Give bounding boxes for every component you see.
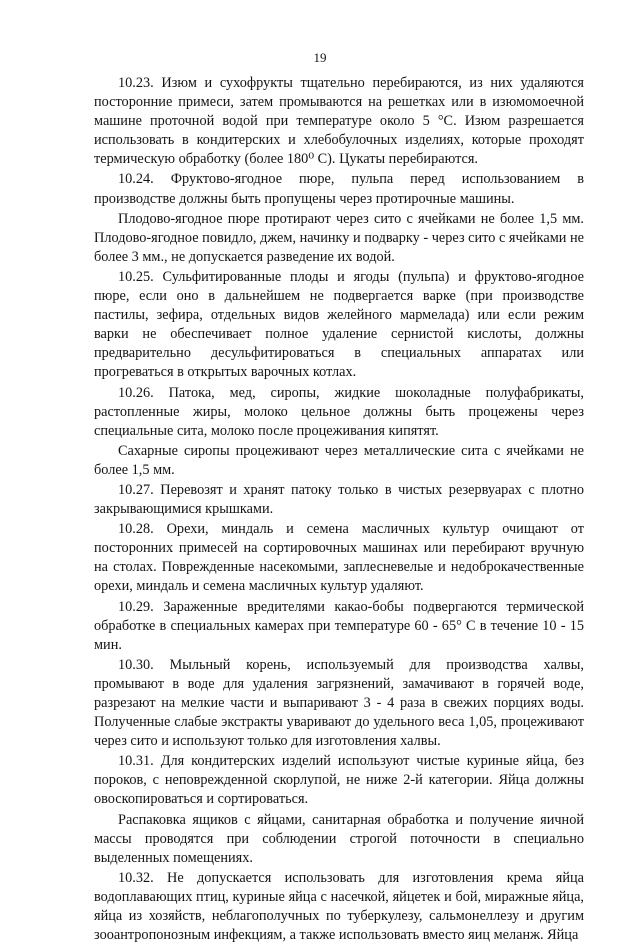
paragraph-10-26: 10.26. Патока, мед, сиропы, жидкие шоколадные полуфабрикаты, растопленные жиры, молоко цельное должны быть процежены через специальные сита, молоко после процеживания кипятят.: [94, 384, 584, 439]
paragraph-10-28: 10.28. Орехи, миндаль и семена масличных культур очищают от посторонних примесей на сортировочных машинах или перебирают вручную на столах. Поврежденные насекомыми, заплесневелые и недоброкачественные орехи, миндаль и семена масличных культур удаляют.: [94, 521, 584, 595]
paragraph-10-31-eggs: Распаковка ящиков с яйцами, санитарная обработка и получение яичной массы проводятся при соблюдении строгой поточности в специально выделенных помещениях.: [94, 811, 584, 866]
paragraph-10-24: 10.24. Фруктово-ягодное пюре, пульпа перед использованием в производстве должны быть пропущены через протирочные машины.: [94, 171, 584, 207]
paragraph-10-26-syrups: Сахарные сиропы процеживают через металлические сита с ячейками не более 1,5 мм.: [94, 442, 584, 478]
paragraph-10-23: 10.23. Изюм и сухофрукты тщательно перебираются, из них удаляются посторонние примеси, затем промываются на решетках или в изюмомоечной машине проточной водой при температуре около 5 °С. Изюм разрешается использовать в кондитерских и хлебобулочных изделиях, которые проходят термическую обработку (более 180⁰ С). Цукаты перебираются.: [94, 75, 584, 168]
paragraph-10-30: 10.30. Мыльный корень, используемый для производства халвы, промывают в воде для удаления загрязнений, замачивают в горячей воде, разрезают на мелкие части и выпаривают 3 - 4 раза в свежих порциях воды. Полученные слабые экстракты уваривают до удельного веса 1,05, процеживают через сито и используют только для изготовления халвы.: [94, 656, 584, 750]
document-body: [94, 74, 584, 945]
paragraph-10-29: 10.29. Зараженные вредителями какао-бобы подвергаются термической обработке в специальных камерах при температуре 60 - 65° С в течение 10 - 15 мин.: [94, 598, 584, 653]
paragraph-10-32: 10.32. Не допускается использовать для изготовления крема яйца водоплавающих птиц, куриные яйца с насечкой, яйцетек и бой, миражные яйца, яйца из хозяйств, неблагополучных по туберкулезу, сальмонеллезу и другим зооантропонозным инфекциям, а также использовать вместо яиц меланж. Яйца: [94, 869, 584, 944]
paragraph-10-31: 10.31. Для кондитерских изделий используют чистые куриные яйца, без пороков, с неповрежденной скорлупой, не ниже 2-й категории. Яйца должны овоскопироваться и сортироваться.: [94, 753, 584, 808]
paragraph-10-25: 10.25. Сульфитированные плоды и ягоды (пульпа) и фруктово-ягодное пюре, если оно в дальнейшем не подвергается варке (при производстве пастилы, зефира, отдельных видов желейного мармелада) или если режим варки не обеспечивает полное удаление сернистой кислоты, должны предварительно десульфитироваться в специальных аппаратах или прогреваться в открытых варочных котлах.: [94, 268, 584, 381]
page-number: 19: [313, 50, 327, 65]
paragraph-10-27: 10.27. Перевозят и хранят патоку только в чистых резервуарах с плотно закрывающимися крышками.: [94, 481, 584, 518]
paragraph-10-24-sieve: Плодово-ягодное пюре протирают через сито с ячейками не более 1,5 мм. Плодово-ягодное повидло, джем, начинку и подварку - через сито с ячейками не более 3 мм., не допускается разведение их водой.: [94, 210, 584, 265]
